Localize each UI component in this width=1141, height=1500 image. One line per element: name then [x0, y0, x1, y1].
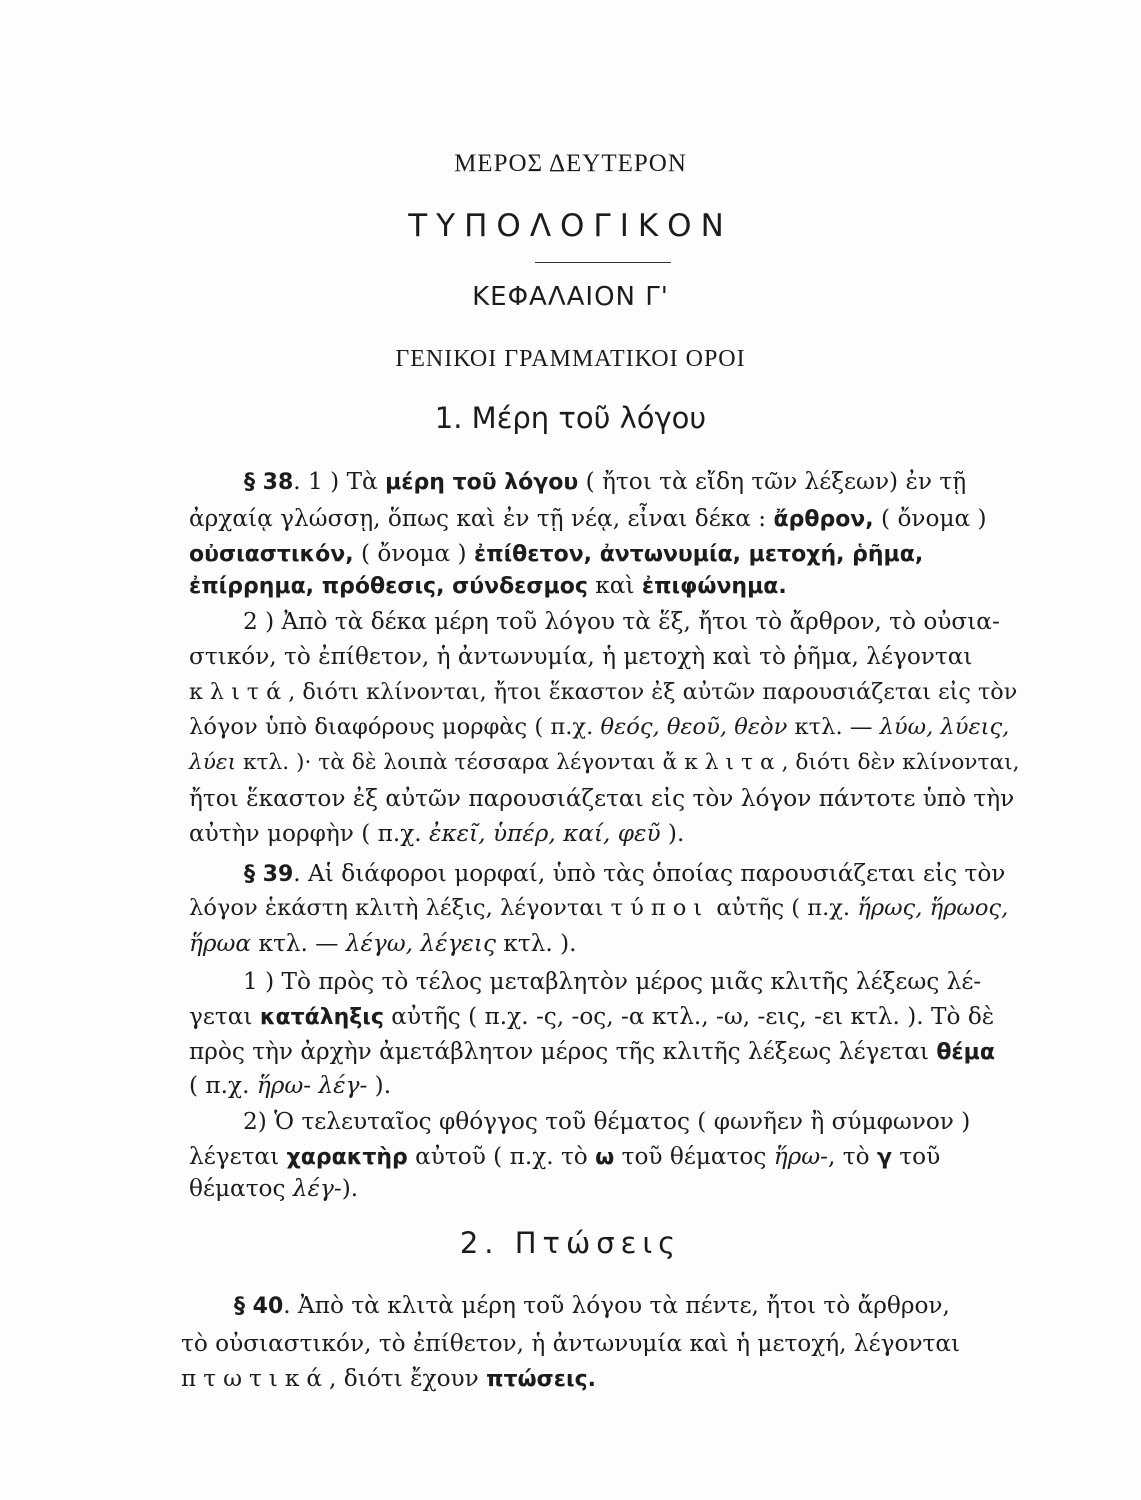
- p39-line-7: ( π.χ. ἥρω- λέγ- ).: [189, 1072, 392, 1099]
- p40-line-1: § 40. Ἀπὸ τὰ κλιτὰ μέρη τοῦ λόγου τὰ πέντε, ἤτοι τὸ ἄρθρον,: [234, 1292, 950, 1319]
- spaced-term: πτωτικά: [181, 1365, 330, 1392]
- term: ἐπιφώνημα.: [641, 574, 787, 599]
- paragraph-number-40: § 40: [234, 1294, 284, 1319]
- part-title: ΤΥΠΟΛΟΓΙΚΟΝ: [408, 208, 733, 244]
- p38-line-1: § 38. 1 ) Τὰ μέρη τοῦ λόγου ( ἤτοι τὰ εἴδη τῶν λέξεων) ἐν τῇ: [244, 468, 967, 495]
- term: θέμα: [936, 1040, 995, 1065]
- p38-line-2: ἀρχαίᾳ γλώσσῃ, ὅπως καὶ ἐν τῇ νέᾳ, εἶναι δέκα : ἄρθρον, ( ὄνομα ): [189, 505, 987, 532]
- term: ἄρθρον,: [773, 507, 874, 532]
- p38-line-7: κλιτά, διότι κλίνονται, ἤτοι ἕκαστον ἐξ αὐτῶν παρουσιάζεται εἰς τὸν: [189, 679, 1018, 705]
- p38-line-9: λύει κτλ. )· τὰ δὲ λοιπὰ τέσσαρα λέγονται ἄκλιτα, διότι δὲν κλίνονται,: [189, 750, 1020, 775]
- term: ἐπίρρημα, πρόθεσις, σύνδεσμος: [189, 574, 588, 599]
- term: χαρακτὴρ: [286, 1145, 408, 1170]
- p39-line-4: 1 ) Τὸ πρὸς τὸ τέλος μεταβλητὸν μέρος μιᾶς κλιτῆς λέξεως λέ-: [243, 968, 982, 995]
- p38-line-5: 2 ) Ἀπὸ τὰ δέκα μέρη τοῦ λόγου τὰ ἕξ, ἤτοι τὸ ἄρθρον, τὸ οὐσια-: [243, 608, 1000, 635]
- p39-line-2: λόγον ἑκάστη κλιτὴ λέξις, λέγονται τύποι αὐτῆς ( π.χ. ἥρως, ἥρωος,: [189, 895, 1009, 921]
- p39-line-1: § 39. Αἱ διάφοροι μορφαί, ὑπὸ τὰς ὁποίας παρουσιάζεται εἰς τὸν: [244, 860, 1006, 887]
- p38-line-3: οὐσιαστικόν, ( ὄνομα ) ἐπίθετον, ἀντωνυμία, μετοχή, ῥῆμα,: [189, 540, 924, 567]
- chapter-heading: ΚΕΦΑΛΑΙΟΝ Γ': [472, 282, 669, 312]
- section-heading-1: 1. Μέρη τοῦ λόγου: [434, 401, 707, 435]
- paragraph-number-38: § 38: [244, 470, 294, 495]
- p39-line-3: ἥρωα κτλ. — λέγω, λέγεις κτλ. ).: [189, 930, 577, 957]
- term: ἐπίθετον, ἀντωνυμία, μετοχή, ῥῆμα,: [473, 542, 924, 567]
- p39-line-6: πρὸς τὴν ἀρχὴν ἀμετάβλητον μέρος τῆς κλιτῆς λέξεως λέγεται θέμα: [189, 1038, 995, 1065]
- p39-line-5: γεται κατάληξις αὐτῆς ( π.χ. -ς, -ος, -α κτλ., -ω, -εις, -ει κτλ. ). Τὸ δὲ: [189, 1003, 995, 1030]
- part-heading: ΜΕΡΟΣ ΔΕΥΤΕΡΟΝ: [454, 150, 687, 177]
- title-divider: [535, 262, 671, 263]
- section-heading-2: 2. Πτώσεις: [459, 1226, 682, 1260]
- spaced-term: τύποι: [610, 895, 710, 921]
- term: οὐσιαστικόν,: [189, 542, 354, 567]
- p38-line-6: στικόν, τὸ ἐπίθετον, ἡ ἀντωνυμία, ἡ μετοχὴ καὶ τὸ ῥῆμα, λέγονται: [189, 643, 973, 670]
- p40-line-2: τὸ οὐσιαστικόν, τὸ ἐπίθετον, ἡ ἀντωνυμία καὶ ἡ μετοχή, λέγονται: [181, 1330, 961, 1357]
- p38-line-4: ἐπίρρημα, πρόθεσις, σύνδεσμος καὶ ἐπιφώνημα.: [189, 572, 787, 599]
- p39-line-8: 2) Ὁ τελευταῖος φθόγγος τοῦ θέματος ( φωνῆεν ἢ σύμφωνον ): [243, 1108, 971, 1135]
- p38-line-11: αὐτὴν μορφὴν ( π.χ. ἐκεῖ, ὑπέρ, καί, φεῦ ).: [189, 820, 685, 847]
- p38-line-10: ἤτοι ἕκαστον ἐξ αὐτῶν παρουσιάζεται εἰς τὸν λόγον πάντοτε ὑπὸ τὴν: [189, 785, 1015, 812]
- paragraph-number-39: § 39: [244, 862, 294, 887]
- term: μέρη τοῦ λόγου: [385, 470, 579, 495]
- term: πτώσεις.: [486, 1367, 597, 1392]
- p39-line-9: λέγεται χαρακτὴρ αὐτοῦ ( π.χ. τὸ ω τοῦ θέματος ἥρω-, τὸ γ τοῦ: [189, 1143, 941, 1170]
- spaced-term: ἄκλιτα: [662, 750, 782, 775]
- p39-line-10: θέματος λέγ-).: [189, 1175, 359, 1202]
- p40-line-3: πτωτικά, διότι ἔχουν πτώσεις.: [181, 1365, 597, 1392]
- p38-line-8: λόγον ὑπὸ διαφόρους μορφὰς ( π.χ. θεός, θεοῦ, θεὸν κτλ. — λύω, λύεις,: [189, 714, 1010, 740]
- spaced-term: κλιτά: [189, 679, 289, 705]
- term: κατάληξις: [259, 1005, 384, 1030]
- chapter-subtitle: ΓΕΝΙΚΟΙ ΓΡΑΜΜΑΤΙΚΟΙ ΟΡΟΙ: [395, 346, 746, 372]
